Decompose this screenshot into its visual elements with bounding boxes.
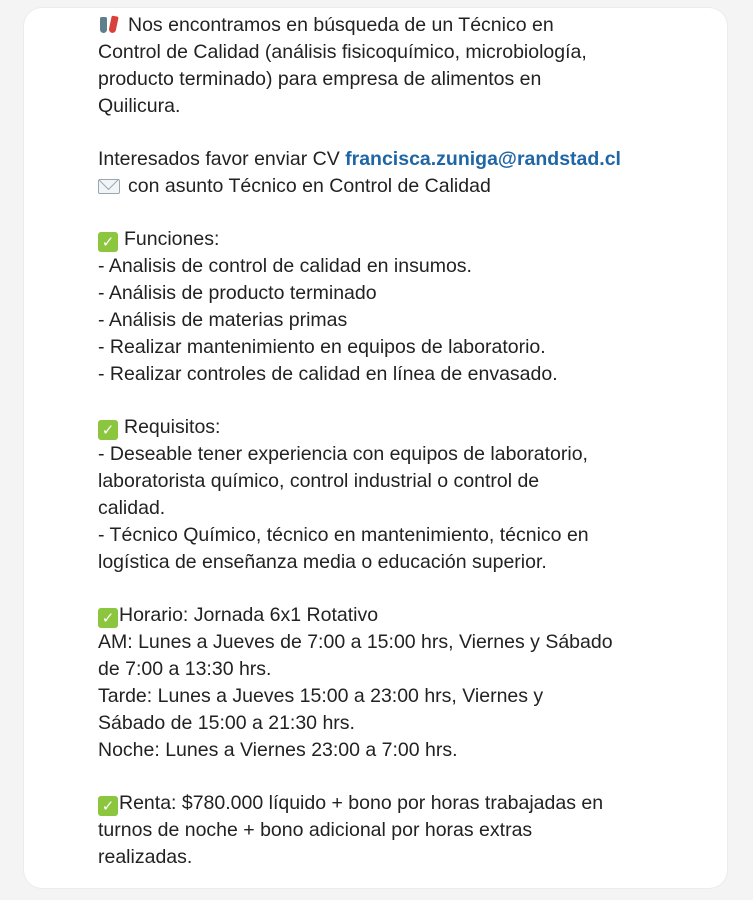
funciones-heading: ✓ Funciones:	[98, 226, 738, 253]
horario-line: de 7:00 a 13:30 hrs.	[98, 658, 272, 680]
funciones-item: - Realizar controles de calidad en línea de envasado.	[98, 363, 558, 385]
horario-line: Sábado de 15:00 a 21:30 hrs.	[98, 712, 355, 734]
post-text	[98, 12, 738, 871]
check-mark-icon: ✓	[98, 232, 118, 252]
intro-line-4: Quilicura.	[98, 95, 181, 117]
requisitos-line: - Técnico Químico, técnico en mantenimiento, técnico en	[98, 524, 589, 546]
renta-line: turnos de noche + bono adicional por horas extras	[98, 819, 533, 841]
horario-line: AM: Lunes a Jueves de 7:00 a 15:00 hrs, Viernes y Sábado	[98, 631, 613, 653]
test-tube-icon	[98, 14, 120, 34]
requisitos-line: laboratorista químico, control industrial o control de	[98, 470, 540, 492]
funciones-item: - Análisis de materias primas	[98, 309, 348, 331]
contact-line: Interesados favor enviar CV francisca.zuniga@randstad.cl	[98, 148, 621, 170]
check-mark-icon: ✓	[98, 420, 118, 440]
requisitos-line: logística de enseñanza media o educación superior.	[98, 551, 547, 573]
subject-line: con asunto Técnico en Control de Calidad	[98, 173, 738, 200]
funciones-item: - Análisis de producto terminado	[98, 282, 377, 304]
funciones-item: - Realizar mantenimiento en equipos de laboratorio.	[98, 336, 546, 358]
requisitos-line: - Deseable tener experiencia con equipos de laboratorio,	[98, 443, 588, 465]
funciones-item: - Analisis de control de calidad en insumos.	[98, 255, 472, 277]
intro-line-3: producto terminado) para empresa de alimentos en	[98, 68, 542, 90]
renta-line: realizadas.	[98, 846, 193, 868]
envelope-icon	[98, 179, 120, 194]
check-mark-icon: ✓	[98, 608, 118, 628]
requisitos-line: calidad.	[98, 497, 166, 519]
check-mark-icon: ✓	[98, 796, 118, 816]
horario-line: Tarde: Lunes a Jueves 15:00 a 23:00 hrs, Viernes y	[98, 685, 544, 707]
horario-heading: ✓ Horario: Jornada 6x1 Rotativo	[98, 602, 738, 629]
horario-line: Noche: Lunes a Viernes 23:00 a 7:00 hrs.	[98, 739, 458, 761]
renta-heading: ✓ Renta: $780.000 líquido + bono por horas trabajadas en	[98, 790, 738, 817]
email-link[interactable]: francisca.zuniga@randstad.cl	[345, 148, 621, 170]
requisitos-heading: ✓ Requisitos:	[98, 414, 738, 441]
intro-line-1: Nos encontramos en búsqueda de un Técnico en	[98, 12, 738, 39]
intro-line-2: Control de Calidad (análisis fisicoquímico, microbiología,	[98, 41, 587, 63]
